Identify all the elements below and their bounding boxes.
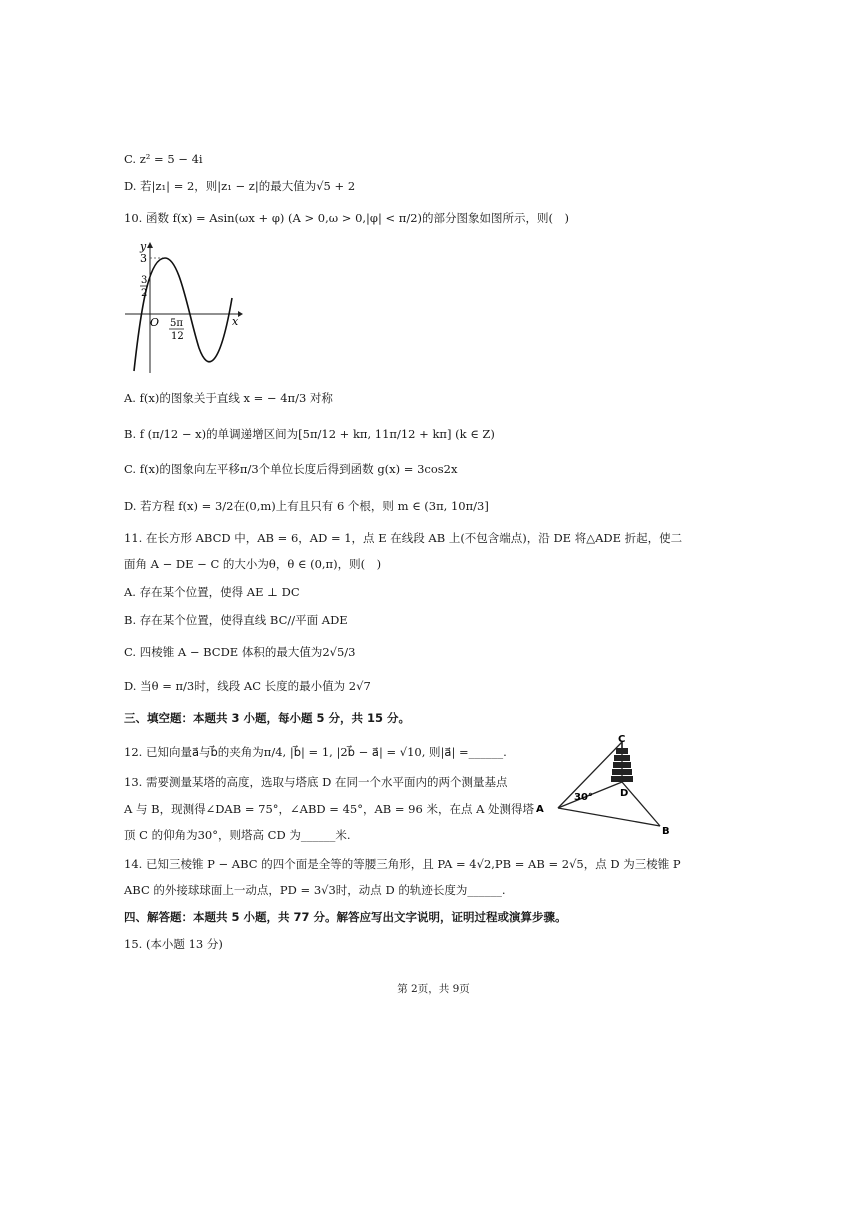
q15-heading: 15. (本小题 13 分): [124, 937, 223, 951]
angle-label: 30°: [574, 792, 593, 803]
q11-option-b: B. 存在某个位置，使得直线 BC//平面 ADE: [124, 613, 348, 627]
q10-option-b: B. f (π/12 − x)的单调递增区间为[5π/12 + kπ, 11π/12 + kπ] (k ∈ Z): [124, 427, 495, 441]
section-3-heading: 三、填空题：本题共 3 小题，每小题 5 分，共 15 分。: [124, 711, 411, 725]
y-axis-label: y: [140, 240, 147, 253]
q12-stem: 12. 已知向量a⃗与b⃗的夹角为π/4, |b⃗| = 1, |2b⃗ − a⃗| = √10, 则|a⃗| =______.: [124, 745, 507, 759]
q10-stem: 10. 函数 f(x) = Asin(ωx + φ) (A > 0,ω > 0,|φ| < π/2)的部分图象如图所示，则( ): [124, 211, 570, 225]
q9-option-c: C. z² = 5 − 4i: [124, 152, 203, 166]
q11-stem-2: 面角 A − DE − C 的大小为θ，θ ∈ (0,π)，则( ): [124, 557, 382, 571]
q10-option-d: D. 若方程 f(x) = 3/2在(0,m)上有且只有 6 个根，则 m ∈ (3π, 10π/3]: [124, 499, 489, 513]
q10-option-a: A. f(x)的图象关于直线 x = − 4π/3 对称: [124, 391, 333, 405]
q9-option-d: D. 若|z₁| = 2，则|z₁ − z|的最大值为√5 + 2: [124, 179, 356, 193]
point-d-label: D: [620, 788, 629, 799]
y-tick-frac-num: 3: [141, 275, 148, 286]
q14-stem-1: 14. 已知三棱锥 P − ABC 的四个面是全等的等腰三角形，且 PA = 4√2,PB = AB = 2√5，点 D 为三棱锥 P: [124, 857, 681, 871]
q14-stem-2: ABC 的外接球球面上一动点，PD = 3√3时，动点 D 的轨迹长度为______.: [124, 883, 506, 897]
tower-diagram: [532, 730, 677, 838]
q13-stem-1: 13. 需要测量某塔的高度，选取与塔底 D 在同一个水平面内的两个测量基点: [124, 775, 508, 789]
q11-option-d: D. 当θ = π/3时，线段 AC 长度的最小值为 2√7: [124, 679, 371, 693]
x-tick-num: 5π: [170, 318, 183, 329]
q13-stem-2: A 与 B，现测得∠DAB = 75°，∠ABD = 45°，AB = 96 米，在点 A 处测得塔: [124, 802, 535, 816]
q11-option-a: A. 存在某个位置，使得 AE ⊥ DC: [124, 585, 300, 599]
q10-option-c: C. f(x)的图象向左平移π/3个单位长度后得到函数 g(x) = 3cos2x: [124, 462, 458, 476]
q11-stem-1: 11. 在长方形 ABCD 中，AB = 6，AD = 1，点 E 在线段 AB 上(不包含端点)，沿 DE 将△ADE 折起，使二: [124, 531, 683, 545]
x-axis-label: x: [232, 315, 239, 328]
point-a-label: A: [536, 804, 544, 815]
x-tick-den: 12: [171, 331, 184, 342]
q13-stem-3: 顶 C 的仰角为30°，则塔高 CD 为______米.: [124, 828, 351, 842]
q11-option-c: C. 四棱锥 A − BCDE 体积的最大值为2√5/3: [124, 645, 356, 659]
y-tick-3: 3: [140, 252, 147, 265]
pagoda-icon: [611, 742, 633, 782]
point-b-label: B: [662, 826, 670, 837]
section-4-heading: 四、解答题：本题共 5 小题，共 77 分。解答应写出文字说明，证明过程或演算步骤。: [124, 910, 567, 924]
point-c-label: C: [618, 734, 626, 745]
origin-label: O: [150, 316, 160, 329]
page-footer: 第 2页，共 9页: [397, 983, 470, 995]
y-tick-frac-den: 2: [141, 288, 148, 299]
sine-graph: [120, 238, 245, 378]
